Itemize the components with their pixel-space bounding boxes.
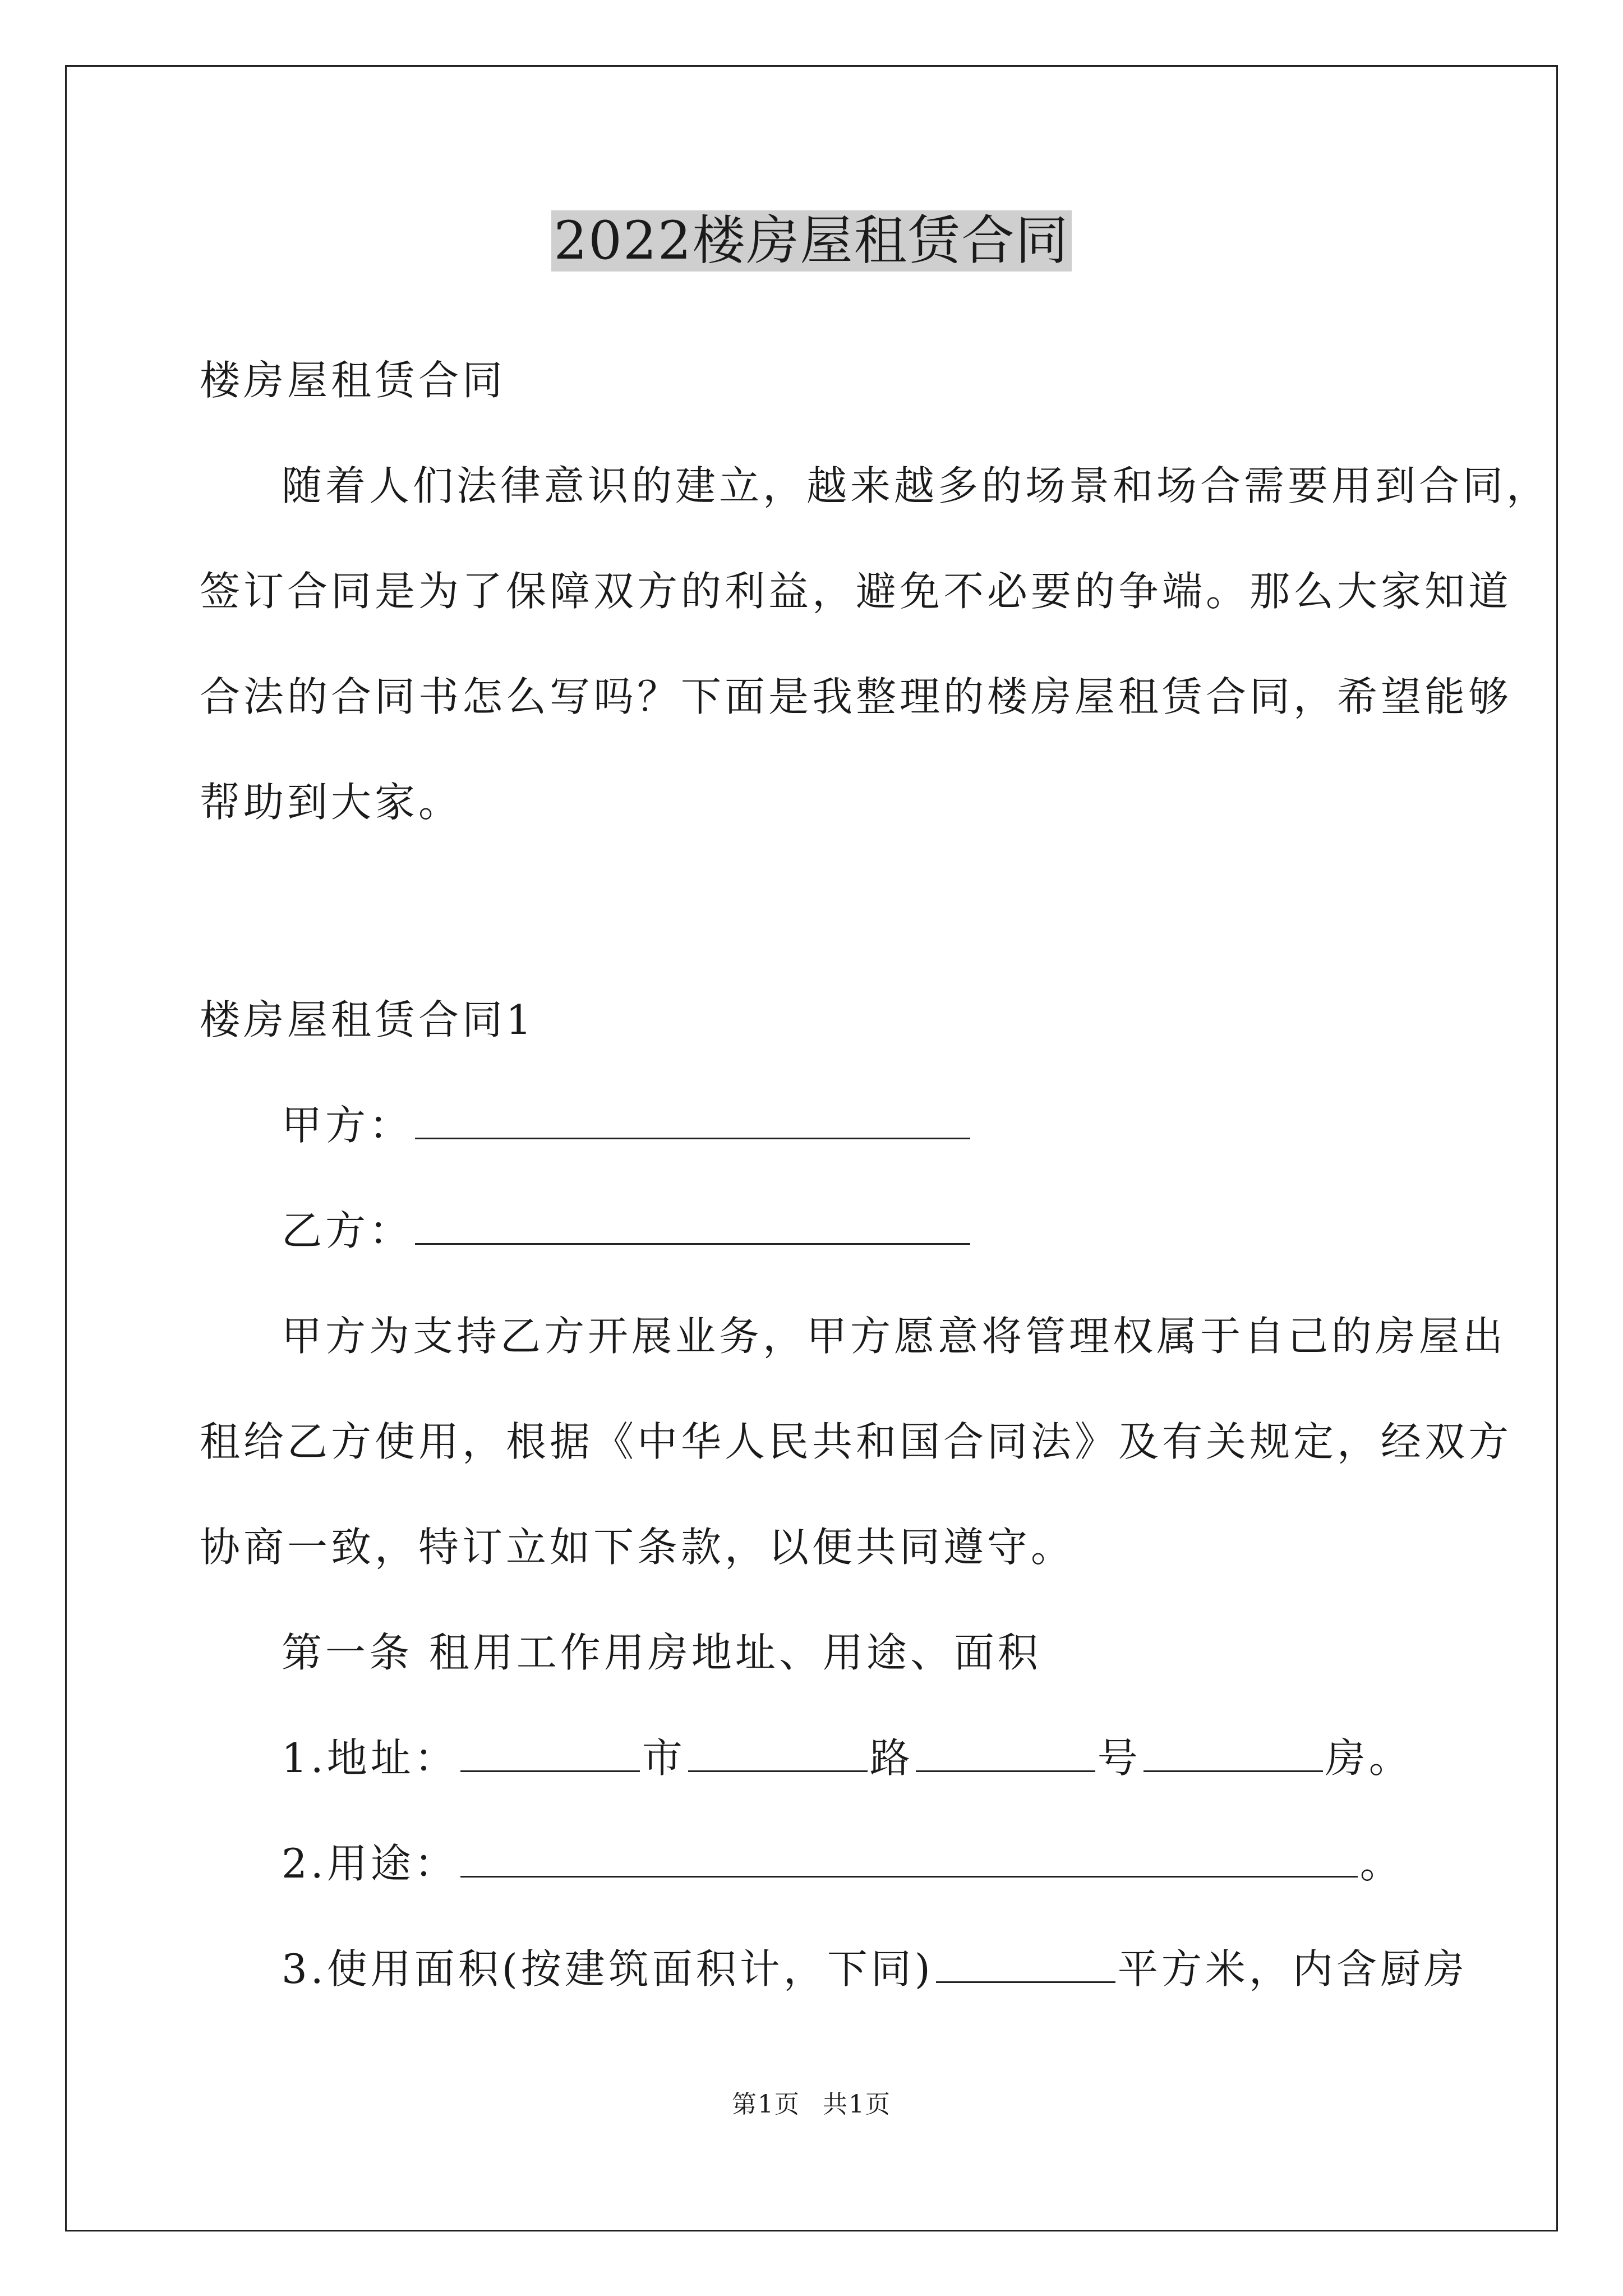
number-label: 号 [1097,1734,1141,1782]
road-label: 路 [869,1734,914,1782]
item1-label: 1.地址： [282,1734,458,1782]
item3-line [282,1942,1468,1996]
city-label: 市 [642,1734,686,1782]
item3-label: 3.使用面积(按建筑面积计，下同) [282,1945,934,1993]
item2-label: 2.用途： [282,1840,458,1887]
heading: 楼房屋租赁合同 [200,357,506,404]
party-b-label: 乙方： [282,1207,413,1254]
page-footer [0,2088,1623,2122]
item1-line [282,1731,1413,1785]
body-line-2: 租给乙方使用，根据《中华人民共和国合同法》及有关规定，经双方 [200,1418,1513,1465]
section-title: 楼房屋租赁合同1 [200,996,535,1043]
party-a-line [282,1098,972,1152]
area-blank [936,1944,1115,1983]
usage-blank [460,1839,1358,1878]
intro-line-2: 签订合同是为了保障双方的利益，避免不必要的争端。那么大家知道 [200,568,1513,615]
party-b-line [282,1204,972,1258]
intro-line-3: 合法的合同书怎么写吗？下面是我整理的楼房屋租赁合同，希望能够 [200,673,1513,720]
intro-line-4: 帮助到大家。 [200,779,463,826]
intro-line-1: 随着人们法律意识的建立，越来越多的场景和场合需要用到合同， [282,462,1551,509]
body-line-1: 甲方为支持乙方开展业务，甲方愿意将管理权属于自己的房屋出 [282,1313,1507,1360]
room-blank [1144,1733,1323,1772]
document-title: 2022楼房屋租赁合同 [551,210,1071,272]
city-blank [460,1733,640,1772]
item2-line [282,1837,1404,1890]
body-line-3: 协商一致，特订立如下条款，以便共同遵守。 [200,1524,1075,1571]
item3-rest: 平方米，内含厨房 [1117,1945,1468,1993]
article1-title: 第一条 租用工作用房地址、用途、面积 [282,1629,1041,1676]
document-title-wrap [0,206,1623,276]
page-number: 第1页 [732,2090,800,2119]
party-a-label: 甲方： [282,1102,413,1149]
road-blank [688,1733,868,1772]
party-a-blank [415,1101,970,1139]
room-label: 房。 [1325,1734,1413,1782]
page-total: 共1页 [823,2090,891,2119]
number-blank [916,1733,1095,1772]
item2-end: 。 [1359,1840,1404,1887]
party-b-blank [415,1206,970,1245]
